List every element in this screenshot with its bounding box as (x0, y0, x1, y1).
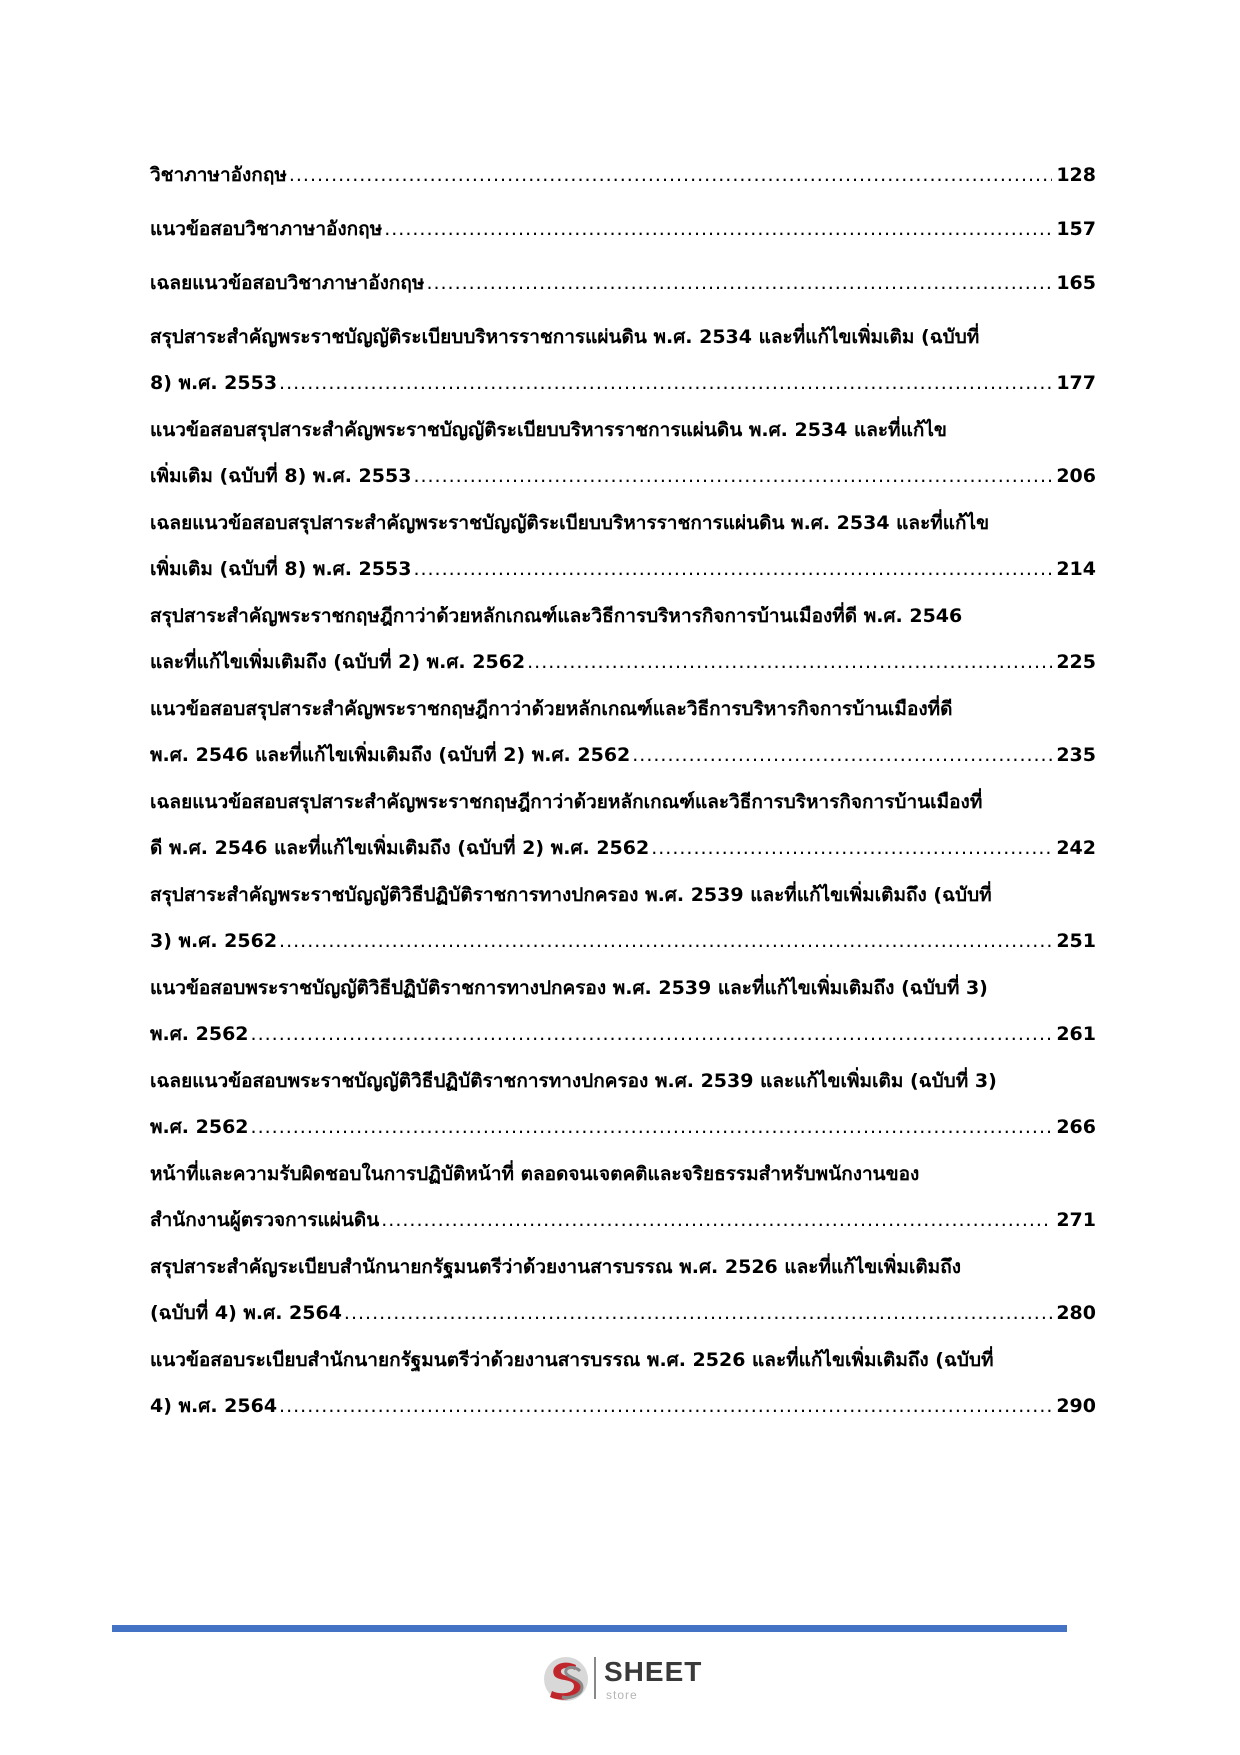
toc-entry[interactable] (150, 407, 1096, 500)
dot-leader (413, 453, 1052, 499)
logo-subtext: store (606, 1688, 638, 1702)
dot-leader (251, 1011, 1053, 1057)
dot-leader (251, 1104, 1053, 1150)
toc-entry-title-line: 4) พ.ศ. 2564 (150, 1395, 278, 1417)
toc-entry-last-line (150, 260, 1096, 306)
toc-entry-title-line: สรุปสาระสำคัญระเบียบสำนักนายกรัฐมนตรีว่าด้วยงานสารบรรณ พ.ศ. 2526 และที่แก้ไขเพิ่มเติมถึง (150, 1256, 961, 1278)
toc-page-number: 157 (1056, 218, 1096, 240)
toc-entry-last-line (150, 1197, 1096, 1243)
toc-page-number: 165 (1056, 272, 1096, 294)
dot-leader (426, 260, 1052, 306)
toc-entry-title-line: สำนักงานผู้ตรวจการแผ่นดิน (150, 1209, 380, 1231)
table-of-contents (150, 152, 1096, 1430)
dot-leader (279, 360, 1052, 406)
toc-entry[interactable] (150, 1337, 1096, 1430)
toc-entry[interactable] (150, 314, 1096, 407)
logo-wordmark: SHEET (604, 1656, 703, 1687)
toc-entry-title-line: พ.ศ. 2562 (150, 1023, 249, 1045)
toc-entry-last-line (150, 1104, 1096, 1150)
toc-entry-last-line (150, 639, 1096, 685)
toc-page-number: 177 (1056, 372, 1096, 394)
toc-entry-title-line: เฉลยแนวข้อสอบพระราชบัญญัติวิธีปฏิบัติราชการทางปกครอง พ.ศ. 2539 และแก้ไขเพิ่มเติม (ฉบับที่ 3) (150, 1070, 997, 1092)
toc-page-number: 128 (1056, 164, 1096, 186)
logo-separator (594, 1657, 596, 1699)
toc-entry-title-line: วิชาภาษาอังกฤษ (150, 164, 287, 186)
toc-entry[interactable] (150, 872, 1096, 965)
toc-page-number: 290 (1056, 1395, 1096, 1417)
dot-leader (344, 1290, 1052, 1336)
dot-leader (381, 1197, 1052, 1243)
toc-entry[interactable] (150, 260, 1096, 314)
toc-entry-title-line: แนวข้อสอบสรุปสาระสำคัญพระราชกฤษฎีกาว่าด้วยหลักเกณฑ์และวิธีการบริหารกิจการบ้านเมืองที่ดี (150, 698, 953, 720)
toc-entry-title-line: เฉลยแนวข้อสอบสรุปสาระสำคัญพระราชกฤษฎีกาว่าด้วยหลักเกณฑ์และวิธีการบริหารกิจการบ้านเมืองที่ (150, 791, 983, 813)
toc-entry-title-line: และที่แก้ไขเพิ่มเติมถึง (ฉบับที่ 2) พ.ศ. 2562 (150, 651, 526, 673)
toc-entry-title-line: ดี พ.ศ. 2546 และที่แก้ไขเพิ่มเติมถึง (ฉบับที่ 2) พ.ศ. 2562 (150, 837, 650, 859)
toc-page-number: 271 (1056, 1209, 1096, 1231)
toc-entry-title-line: เพิ่มเติม (ฉบับที่ 8) พ.ศ. 2553 (150, 558, 412, 580)
toc-entry-title-line: เพิ่มเติม (ฉบับที่ 8) พ.ศ. 2553 (150, 465, 412, 487)
toc-entry-title-line: แนวข้อสอบสรุปสาระสำคัญพระราชบัญญัติระเบียบบริหารราชการแผ่นดิน พ.ศ. 2534 และที่แก้ไข (150, 419, 947, 441)
toc-entry-title-line: สรุปสาระสำคัญพระราชบัญญัติวิธีปฏิบัติราชการทางปกครอง พ.ศ. 2539 และที่แก้ไขเพิ่มเติมถึง (ฉบับที่ (150, 884, 992, 906)
dot-leader (279, 918, 1052, 964)
toc-page-number: 214 (1056, 558, 1096, 580)
toc-entry[interactable] (150, 686, 1096, 779)
toc-entry[interactable] (150, 206, 1096, 260)
toc-entry-last-line (150, 1383, 1096, 1429)
toc-entry-title-line: พ.ศ. 2562 (150, 1116, 249, 1138)
dot-leader (527, 639, 1052, 685)
toc-entry-last-line (150, 825, 1096, 871)
toc-entry-title-line: สรุปสาระสำคัญพระราชบัญญัติระเบียบบริหารราชการแผ่นดิน พ.ศ. 2534 และที่แก้ไขเพิ่มเติม (ฉบับที่ (150, 326, 980, 348)
toc-page-number: 235 (1056, 744, 1096, 766)
toc-entry-last-line (150, 152, 1096, 198)
toc-entry-title-line: 8) พ.ศ. 2553 (150, 372, 278, 394)
toc-entry[interactable] (150, 779, 1096, 872)
toc-entry-title-line: สรุปสาระสำคัญพระราชกฤษฎีกาว่าด้วยหลักเกณฑ์และวิธีการบริหารกิจการบ้านเมืองที่ดี พ.ศ. 2546 (150, 605, 963, 627)
toc-entry-title-line: หน้าที่และความรับผิดชอบในการปฏิบัติหน้าที่ ตลอดจนเจตคติและจริยธรรมสำหรับพนักงานของ (150, 1163, 920, 1185)
dot-leader (384, 206, 1052, 252)
toc-entry-last-line (150, 206, 1096, 252)
toc-page-number: 280 (1056, 1302, 1096, 1324)
toc-page-number: 251 (1056, 930, 1096, 952)
footer-rule (112, 1625, 1067, 1632)
dot-leader (632, 732, 1052, 778)
toc-entry-last-line (150, 1290, 1096, 1336)
toc-entry-last-line (150, 546, 1096, 592)
toc-entry-last-line (150, 918, 1096, 964)
toc-entry-title-line: แนวข้อสอบระเบียบสำนักนายกรัฐมนตรีว่าด้วยงานสารบรรณ พ.ศ. 2526 และที่แก้ไขเพิ่มเติมถึง (ฉบับที่ (150, 1349, 994, 1371)
toc-page-number: 266 (1056, 1116, 1096, 1138)
dot-leader (413, 546, 1052, 592)
toc-entry[interactable] (150, 152, 1096, 206)
toc-entry-last-line (150, 732, 1096, 778)
toc-entry-last-line (150, 1011, 1096, 1057)
toc-entry-title-line: เฉลยแนวข้อสอบสรุปสาระสำคัญพระราชบัญญัติระเบียบบริหารราชการแผ่นดิน พ.ศ. 2534 และที่แก้ไข (150, 512, 990, 534)
toc-entry-last-line (150, 453, 1096, 499)
toc-entry[interactable] (150, 965, 1096, 1058)
toc-entry-title-line: เฉลยแนวข้อสอบวิชาภาษาอังกฤษ (150, 272, 425, 294)
dot-leader (279, 1383, 1052, 1429)
toc-entry-title-line: แนวข้อสอบวิชาภาษาอังกฤษ (150, 218, 383, 240)
toc-page-number: 242 (1056, 837, 1096, 859)
toc-entry-last-line (150, 360, 1096, 406)
toc-entry-title-line: พ.ศ. 2546 และที่แก้ไขเพิ่มเติมถึง (ฉบับที่ 2) พ.ศ. 2562 (150, 744, 631, 766)
toc-entry[interactable] (150, 593, 1096, 686)
toc-entry-title-line: แนวข้อสอบพระราชบัญญัติวิธีปฏิบัติราชการทางปกครอง พ.ศ. 2539 และที่แก้ไขเพิ่มเติมถึง (ฉบับที่ 3) (150, 977, 988, 999)
toc-entry-title-line: 3) พ.ศ. 2562 (150, 930, 278, 952)
toc-entry[interactable] (150, 1244, 1096, 1337)
toc-page-number: 206 (1056, 465, 1096, 487)
toc-page-number: 261 (1056, 1023, 1096, 1045)
toc-entry-title-line: (ฉบับที่ 4) พ.ศ. 2564 (150, 1302, 342, 1324)
toc-page-number: 225 (1056, 651, 1096, 673)
toc-entry[interactable] (150, 1058, 1096, 1151)
dot-leader (651, 825, 1052, 871)
toc-entry[interactable] (150, 500, 1096, 593)
dot-leader (289, 152, 1052, 198)
toc-entry[interactable] (150, 1151, 1096, 1244)
